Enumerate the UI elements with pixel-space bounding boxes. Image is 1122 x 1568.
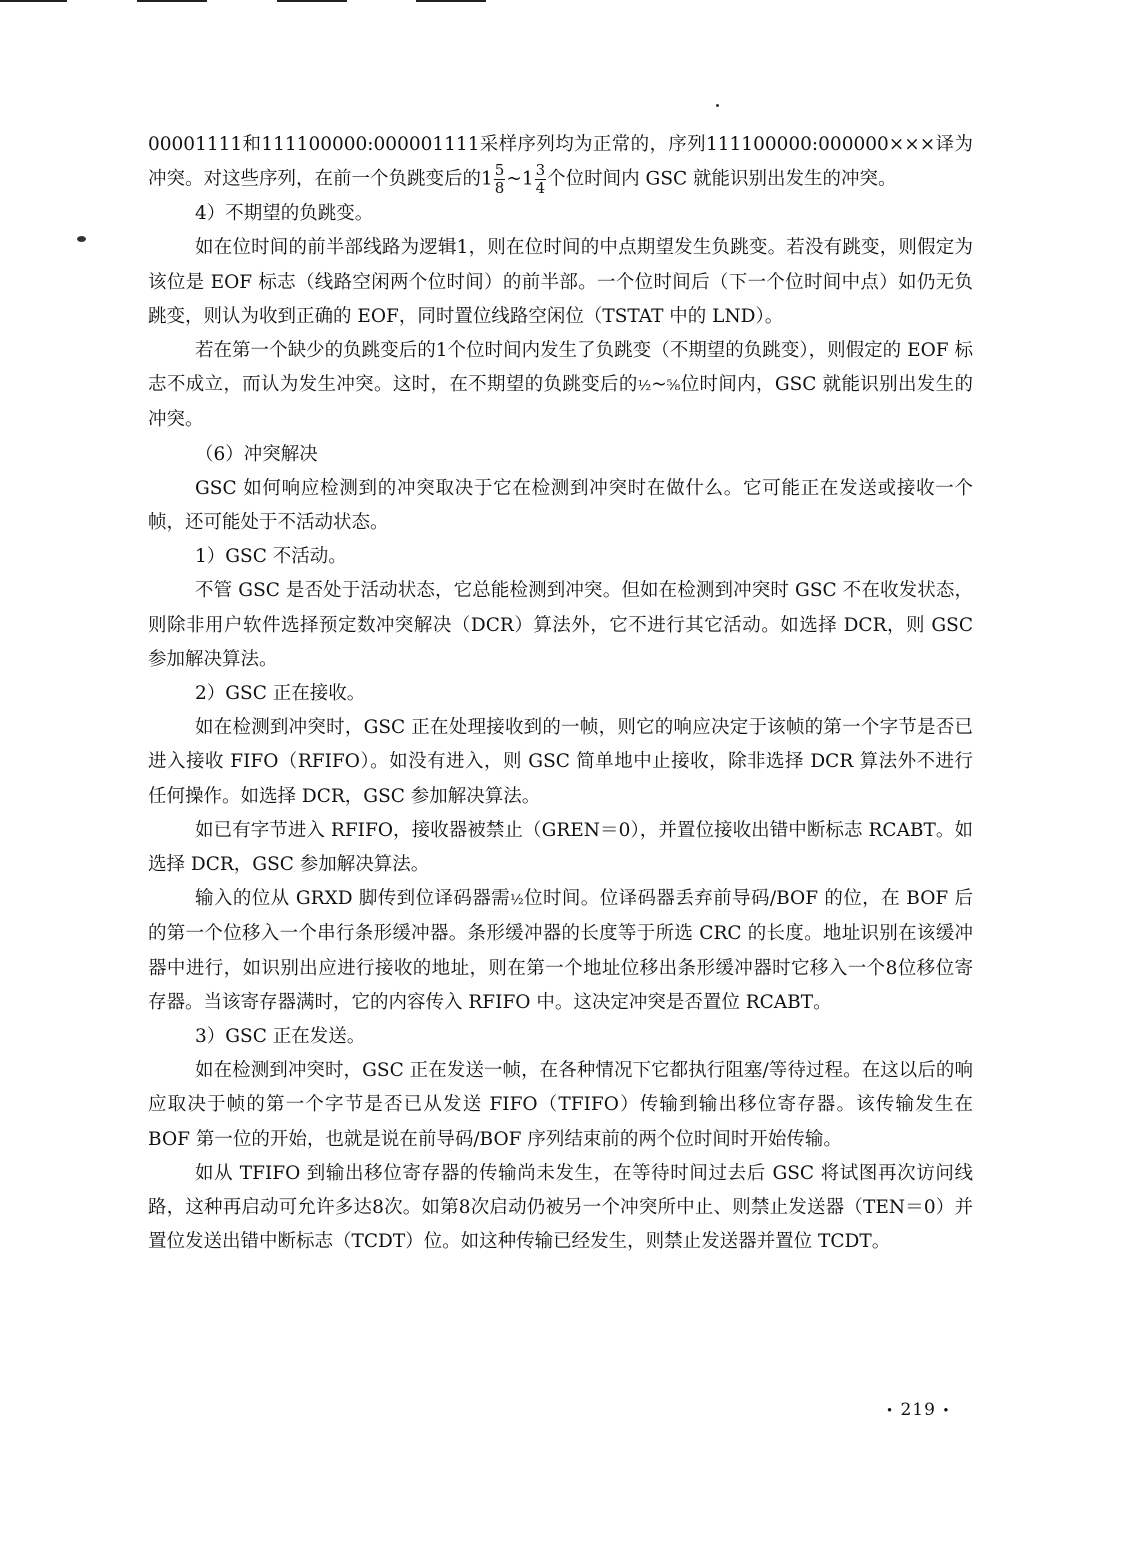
list-heading: 4）不期望的负跳变。 xyxy=(195,203,374,225)
paragraph: 若在第一个缺少的负跳变后的1个位时间内发生了负跳变（不期望的负跳变），则假定的 EOF 标志不成立，而认为发生冲突。这时，在不期望的负跳变后的½~⅝位时间内，GSC 就能识别出发生的冲突。 xyxy=(148,340,973,431)
paragraph: 不管 GSC 是否处于活动状态，它总能检测到冲突。但如在检测到冲突时 GSC 不在收发状态，则除非用户软件选择预定数冲突解决（DCR）算法外，它不进行其它活动。如选择 DCR，则 GSC 参加解决算法。 xyxy=(148,580,973,670)
section-heading: （6）冲突解决 xyxy=(195,443,318,465)
top-rule-4 xyxy=(416,0,486,2)
fraction: $\frac{3}{4}$ xyxy=(535,161,546,198)
fraction: ⅝ xyxy=(666,378,681,395)
list-heading: 2）GSC 正在接收。 xyxy=(195,683,366,705)
fraction: ½ xyxy=(510,892,524,909)
page-number: • 219 • xyxy=(886,1400,951,1420)
top-rule-1 xyxy=(0,0,67,2)
paragraph: 如在位时间的前半部线路为逻辑1，则在位时间的中点期望发生负跳变。若没有跳变，则假定为该位是 EOF 标志（线路空闲两个位时间）的前半部。一个位时间后（下一个位时间中点）如仍无负跳变，则认为收到正确的 EOF，同时置位线路空闲位（TSTAT 中的 LND）。 xyxy=(148,237,973,327)
scan-speck xyxy=(77,236,86,242)
paragraph: 如在检测到冲突时，GSC 正在处理接收到的一帧，则它的响应决定于该帧的第一个字节是否已进入接收 FIFO（RFIFO）。如没有进入，则 GSC 简单地中止接收，除非选择 DCR 算法外不进行任何操作。如选择 DCR，GSC 参加解决算法。 xyxy=(148,717,973,807)
paragraph: 00001111和111100000:000001111采样序列均为正常的，序列111100000:000000×××译为冲突。对这些序列，在前一个负跳变后的1 $\frac{5}{8}$ ~1 $\frac{3}{4}$ 个位时间内 GSC 就能识别出发生的冲突。 xyxy=(148,134,973,198)
fraction: ½ xyxy=(637,378,652,395)
scan-speck xyxy=(716,104,719,107)
top-rule-3 xyxy=(277,0,347,2)
page-body xyxy=(148,128,973,1260)
list-heading: 3）GSC 正在发送。 xyxy=(195,1026,366,1048)
paragraph: GSC 如何响应检测到的冲突取决于它在检测到冲突时在做什么。它可能正在发送或接收一个帧，还可能处于不活动状态。 xyxy=(148,477,973,534)
paragraph: 如从 TFIFO 到输出移位寄存器的传输尚未发生，在等待时间过去后 GSC 将试图再次访问线路，这种再启动可允许多达8次。如第8次启动仍被另一个冲突所中止、则禁止发送器（TEN＝0）并置位发送出错中断标志（TCDT）位。如这种传输已经发生，则禁止发送器并置位 TCDT。 xyxy=(148,1162,973,1253)
top-rule-2 xyxy=(137,0,207,2)
fraction: $\frac{5}{8}$ xyxy=(494,161,505,198)
paragraph: 如已有字节进入 RFIFO，接收器被禁止（GREN＝0），并置位接收出错中断标志 RCABT。如选择 DCR，GSC 参加解决算法。 xyxy=(148,819,973,876)
paragraph: 如在检测到冲突时，GSC 正在发送一帧，在各种情况下它都执行阻塞/等待过程。在这以后的响应取决于帧的第一个字节是否已从发送 FIFO（TFIFO）传输到输出移位寄存器。该传输发生在 BOF 第一位的开始，也就是说在前导码/BOF 序列结束前的两个位时间时开始传输。 xyxy=(148,1060,973,1150)
paragraph: 输入的位从 GRXD 脚传到位译码器需½位时间。位译码器丢弃前导码/BOF 的位，在 BOF 后的第一个位移入一个串行条形缓冲器。条形缓冲器的长度等于所选 CRC 的长度。地址识别在该缓冲器中进行，如识别出应进行接收的地址，则在第一个地址位移出条形缓冲器时它移入一个8位移位寄存器。当该寄存器满时，它的内容传入 RFIFO 中。这决定冲突是否置位 RCABT。 xyxy=(148,888,973,1013)
list-heading: 1）GSC 不活动。 xyxy=(195,546,347,568)
